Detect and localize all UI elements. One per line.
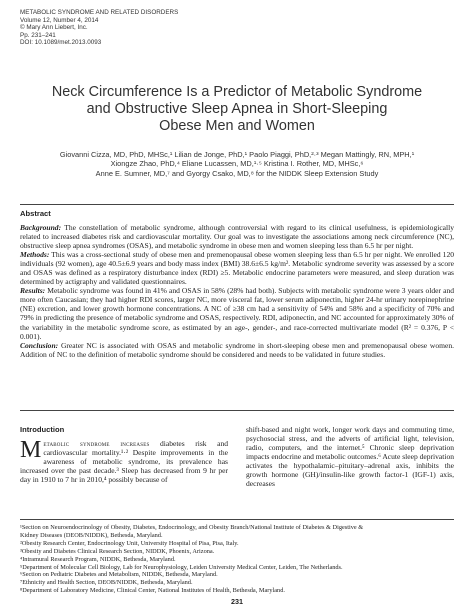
footnote: ¹Section on Neuroendocrinology of Obesity, Diabetes, Endocrinology, and Obesity Branch/National Institute of Diabetes & Digestive & bbox=[20, 524, 364, 531]
conclusion-text: Greater NC is associated with OSAS and metabolic syndrome in short-sleeping obese men and premenopausal obese women. Addition of NC to the definition of metabolic syndrome should be considered and needs to be validated in future studies. bbox=[20, 340, 455, 359]
footnote: ⁶Section on Pediatric Diabetes and Metabolism, NIDDK, Bethesda, Maryland. bbox=[20, 571, 218, 579]
intro-left-text: diabetes risk and cardiovascular mortality.¹·² Despite improvements in the awareness of metabolic syndrome, its prevalence has increased over the past decade.³ Sleep has decreased from 9 hr per day in 1910 to 7 hr in 2010,⁴ possibly because of bbox=[20, 439, 229, 485]
background-label: Background: bbox=[20, 223, 62, 232]
introduction-heading: Introduction bbox=[20, 425, 65, 434]
footnote: ³Obesity and Diabetes Clinical Research Section, NIDDK, Phoenix, Arizona. bbox=[20, 547, 215, 555]
title-line-3: Obese Men and Women bbox=[159, 118, 315, 134]
abstract-conclusion bbox=[20, 341, 454, 359]
journal-copyright: © Mary Ann Liebert, Inc. bbox=[20, 24, 88, 32]
intro-right-column bbox=[246, 425, 454, 488]
results-text: Metabolic syndrome was found in 41% and OSAS in 58% (28% had both). Subjects with metabolic syndrome were 3 years older and more often Caucasian; they had higher RDI scores, larger NC, more visceral fat, lower serum adiponectin, higher 24-hr urinary norepinephrine (NE) excretion, and lower growth hormone concentrations. A NC of ≥38 cm had a sensitivity of 54% and 58% and a specificity of 70% and 79% in predicting the presence of metabolic syndrome and OSAS, respectively. RDI, adiponectin, and NC accounted for approximately 30% of the variability in the metabolic syndrome score, as estimated by an age-, gender-, and race-corrected multivariate model (R² = 0.376, P < 0.001). bbox=[20, 286, 454, 341]
intro-right-text: shift-based and night work, longer work days and commuting time, psychosocial stress, and the adverts of artificial light, television, radio, computers, and the internet.⁵ Chronic sleep deprivation impacts endocrine and metabolic outcomes.⁶ Acute sleep deprivation activates the hypothalamic–pituitary–adrenal axis, inhibits the growth hormone (GH)/insulin-like growth factor-1 (IGF-1) axis, decreases bbox=[246, 425, 455, 489]
title-line-1: Neck Circumference Is a Predictor of Metabolic Syndrome bbox=[51, 84, 423, 100]
drop-cap: M bbox=[20, 437, 42, 463]
title-line-2: and Obstructive Sleep Apnea in Short-Sleeping bbox=[86, 101, 388, 117]
footnote: ⁵Department of Molecular Cell Biology, Lab for Neurophysiology, Leiden University Medical Center, Leiden, The Netherlands. bbox=[20, 563, 343, 571]
journal-doi: DOI: 10.1089/met.2013.0093 bbox=[20, 39, 102, 47]
footnote: ⁴Intramural Research Program, NIDDK, Bethesda, Maryland. bbox=[20, 555, 176, 563]
footnote-rule bbox=[20, 519, 454, 520]
journal-volume: Volume 12, Number 4, 2014 bbox=[20, 16, 99, 24]
abstract-body bbox=[20, 223, 454, 359]
article-title bbox=[14, 84, 460, 135]
footnote: Kidney Diseases (DEOB/NIDDK), Bethesda, Maryland. bbox=[20, 531, 163, 539]
footnote: ²Obesity Research Center, Endocrinology Unit, University Hospital of Pisa, Pisa, Italy. bbox=[20, 539, 239, 547]
abstract-background bbox=[20, 223, 454, 250]
conclusion-label: Conclusion: bbox=[20, 340, 59, 350]
intro-smallcaps: etabolic syndrome increases bbox=[43, 439, 150, 448]
methods-text: This was a cross-sectional study of obese men and premenopausal obese women sleeping less than 6.5 hr per night. We enrolled 120 individuals (92 women), age 40.5±6.9 years and body mass index (BMI) 38.6±6.5 kg/m². Metabolic syndrome severity was assessed by a score and OSAS was defined as a respiratory disturbance index (RDI) ≥5. Metabolic endocrine parameters were measured, and sleep duration was determined by actigraphy and validated questionnaires. bbox=[20, 250, 454, 287]
methods-label: Methods: bbox=[20, 250, 50, 260]
journal-header bbox=[20, 9, 280, 47]
footnote: ⁸Department of Laboratory Medicine, Clinical Center, National Institutes of Health, Bethesda, Maryland. bbox=[20, 587, 285, 595]
footnote: ⁷Ethnicity and Health Section, DEOB/NIDDK, Bethesda, Maryland. bbox=[20, 579, 193, 587]
intro-paragraph-left bbox=[20, 439, 228, 484]
journal-name: METABOLIC SYNDROME AND RELATED DISORDERS bbox=[20, 9, 179, 16]
authors-line-3: Anne E. Sumner, MD,⁷ and Gyorgy Csako, MD,⁸ for the NIDDK Sleep Extension Study bbox=[95, 168, 379, 178]
abstract-heading: Abstract bbox=[20, 209, 51, 218]
abstract-bottom-rule bbox=[20, 410, 454, 411]
abstract-top-rule bbox=[20, 204, 454, 205]
authors-line-2: Xiongze Zhao, PhD,⁴ Eliane Lucassen, MD,¹·⁵ Kristina I. Rother, MD, MHSc,⁶ bbox=[110, 159, 364, 169]
journal-pages: Pp. 231–241 bbox=[20, 31, 56, 39]
abstract-results bbox=[20, 286, 454, 340]
authors-line-1: Giovanni Cizza, MD, PhD, MHSc,¹ Lilian de Jonge, PhD,¹ Paolo Piaggi, PhD,²·³ Megan Mattingly, RN, MPH,¹ bbox=[59, 150, 415, 159]
results-label: Results: bbox=[20, 286, 46, 296]
author-list bbox=[14, 150, 460, 178]
background-text: The constellation of metabolic syndrome, although controversial with regard to its clinical usefulness, is epidemiologically related to increased diabetes risk and cardiovascular mortality. Our goal was to investigate the associations among neck circumference (NC), obstructive sleep apnea syndromes (OSAS), and metabolic syndrome in obese men and women sleeping less than 6.5 hr per night. bbox=[20, 223, 454, 251]
page-number: 231 bbox=[231, 597, 243, 606]
footnotes bbox=[20, 524, 454, 595]
abstract-methods bbox=[20, 250, 454, 286]
intro-left-column bbox=[20, 439, 228, 484]
